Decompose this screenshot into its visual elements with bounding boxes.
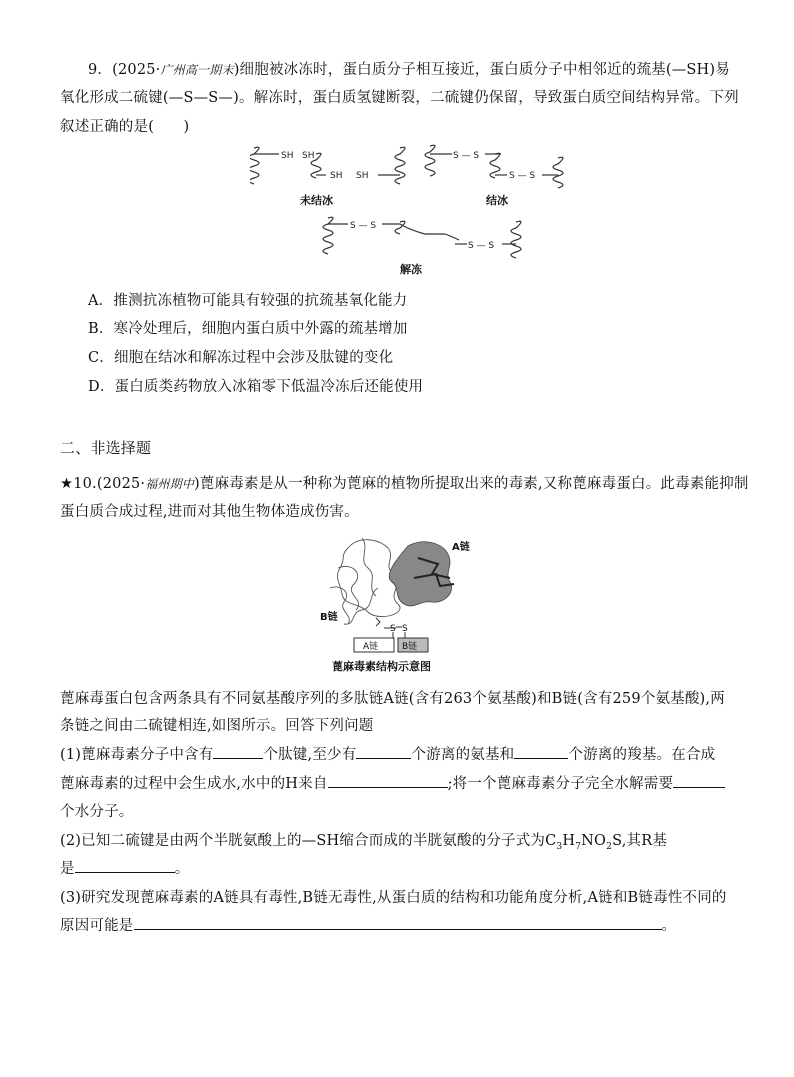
- q10-part3-line1: (3)研究发现蓖麻毒素的A链具有毒性,B链无毒性,从蛋白质的结构和功能角度分析,A链和B链毒性不同的: [60, 890, 727, 906]
- sh-label: SH: [302, 151, 315, 161]
- s-label: S: [390, 624, 396, 634]
- answer-blank-water-molecules[interactable]: [673, 773, 725, 788]
- disulfide-bond: [376, 618, 380, 626]
- protein-coil: [250, 147, 259, 184]
- ss-label: S — S: [468, 241, 495, 251]
- q9-line2: 氧化形成二硫键(—S—S—)。解冻时，蛋白质氢键断裂，二硫键仍保留，导致蛋白质空间结构异常。下列: [60, 90, 739, 106]
- label-thawed: 解冻: [400, 263, 422, 276]
- ss-label: S — S: [453, 151, 480, 161]
- a-chain-box-label: A链: [363, 642, 379, 652]
- q10-part2-line2: 是 。: [60, 857, 189, 878]
- protein-coil: [425, 145, 435, 176]
- protein-coil: [490, 153, 500, 178]
- b-chain-box-label: B链: [402, 642, 418, 652]
- q10-number: ★10.(2025·: [60, 476, 146, 492]
- q10-source: 福州期中: [145, 477, 195, 491]
- s-label: S: [402, 624, 408, 634]
- protein-coil: [553, 157, 563, 188]
- q10-part3-line2: 原因可能是 。: [60, 914, 676, 935]
- a-chain-ribbon: [389, 542, 451, 606]
- q10-line1: ★10.(2025·福州期中)蓖麻毒素是从一种称为蓖麻的植物所提取出来的毒素,又称蓖麻毒蛋白。此毒素能抑制: [60, 476, 749, 492]
- ricin-structure-figure: [318, 528, 488, 676]
- q10-part2-line1: (2)已知二硫键是由两个半胱氨酸上的—SH缩合而成的半胱氨酸的分子式为$C_3H_7NO_2S$,其R基: [60, 833, 668, 852]
- q9-line3: 叙述正确的是( ): [60, 119, 190, 135]
- label-unfrozen: 未结冰: [300, 194, 333, 207]
- answer-blank-peptide-bonds[interactable]: [213, 744, 263, 759]
- q9-option-d[interactable]: D．蛋白质类药物放入冰箱零下低温冷冻后还能使用: [88, 379, 424, 395]
- protein-coil: [395, 221, 405, 234]
- q9-figure: [250, 140, 580, 280]
- q9-number: 9．(2025·: [88, 62, 161, 78]
- q9-option-c[interactable]: C．细胞在结冰和解冻过程中会涉及肽键的变化: [88, 350, 394, 366]
- protein-coil: [395, 147, 405, 184]
- label-frozen: 结冰: [486, 194, 508, 207]
- bond-line: [382, 224, 459, 240]
- answer-blank-carboxyl-groups[interactable]: [514, 744, 568, 759]
- figure-caption: 蓖麻毒素结构示意图: [332, 660, 431, 673]
- q10-intro2: 条链之间由二硫键相连,如图所示。回答下列问题: [60, 718, 374, 734]
- answer-blank-amino-groups[interactable]: [356, 744, 411, 759]
- q10-intro1: 蓖麻毒蛋白包含两条具有不同氨基酸序列的多肽链A链(含有263个氨基酸)和B链(含有259个氨基酸),两: [60, 691, 725, 707]
- q10-line2: 蛋白质合成过程,进而对其他生物体造成伤害。: [60, 504, 359, 520]
- answer-blank-r-group[interactable]: [75, 858, 175, 873]
- sh-label: SH: [281, 151, 294, 161]
- a-chain-label: A链: [452, 542, 470, 553]
- sh-label: SH: [356, 171, 369, 181]
- b-chain-label: B链: [320, 612, 338, 623]
- q10-part1-line1: (1)蓖麻毒素分子中含有 个肽键,至少有 个游离的氨基和 个游离的羧基。在合成: [60, 743, 715, 764]
- ss-label: S — S: [350, 221, 377, 231]
- answer-blank-toxicity-reason[interactable]: [134, 915, 662, 930]
- section-title: 二、非选择题: [60, 439, 152, 457]
- protein-coil: [511, 221, 521, 258]
- ss-label: S — S: [509, 171, 536, 181]
- b-chain-ribbon: [362, 538, 376, 596]
- q9-line1: 9．(2025·广州高一期末)细胞被冰冻时，蛋白质分子相互接近，蛋白质分子中相邻近的巯基(—SH)易: [88, 62, 730, 78]
- protein-coil: [323, 217, 333, 254]
- q9-option-b[interactable]: B．寒冷处理后，细胞内蛋白质中外露的巯基增加: [88, 321, 408, 337]
- answer-blank-h-source[interactable]: [328, 773, 448, 788]
- q10-part1-line2: 蓖麻毒素的过程中会生成水,水中的H来自 ;将一个蓖麻毒素分子完全水解需要: [60, 772, 725, 793]
- q9-option-a[interactable]: A．推测抗冻植物可能具有较强的抗巯基氧化能力: [88, 293, 408, 309]
- sh-label: SH: [330, 171, 343, 181]
- q9-source: 广州高一期末: [160, 63, 234, 77]
- q10-part1-line3: 个水分子。: [60, 804, 134, 820]
